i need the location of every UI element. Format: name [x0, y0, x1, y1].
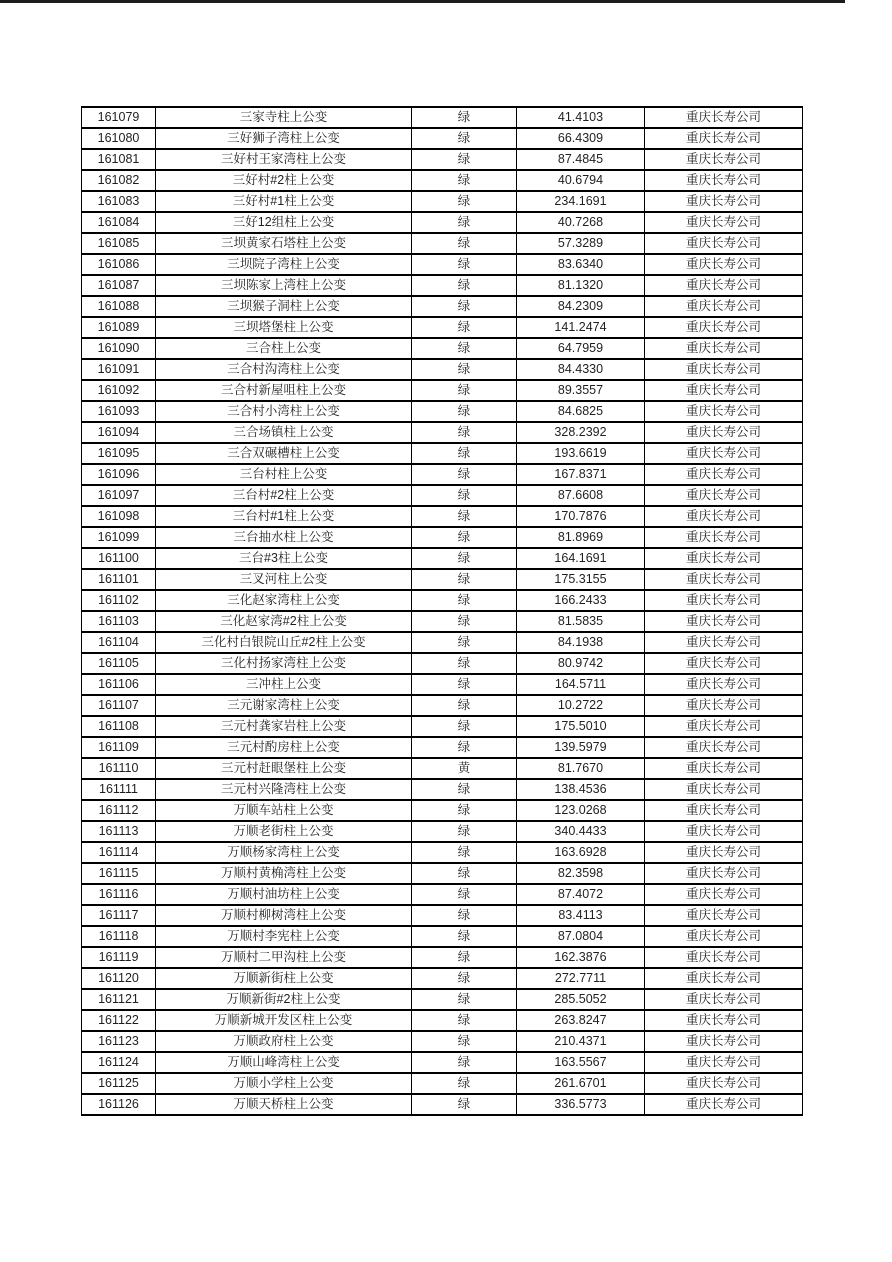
- cell-id: 161093: [82, 401, 156, 422]
- table-row: [82, 569, 803, 590]
- cell-name: 三好村#1柱上公变: [156, 191, 412, 212]
- cell-value: 234.1691: [517, 191, 645, 212]
- cell-value: 285.5052: [517, 989, 645, 1010]
- cell-id: 161097: [82, 485, 156, 506]
- cell-company: 重庆长寿公司: [645, 1010, 803, 1031]
- cell-name: 三台村#2柱上公变: [156, 485, 412, 506]
- cell-company: 重庆长寿公司: [645, 989, 803, 1010]
- cell-status: 绿: [412, 863, 517, 884]
- cell-value: 83.6340: [517, 254, 645, 275]
- cell-id: 161115: [82, 863, 156, 884]
- cell-company: 重庆长寿公司: [645, 737, 803, 758]
- cell-id: 161116: [82, 884, 156, 905]
- table-row: [82, 233, 803, 254]
- cell-name: 三合村新屋咀柱上公变: [156, 380, 412, 401]
- cell-id: 161089: [82, 317, 156, 338]
- cell-name: 三家寺柱上公变: [156, 107, 412, 128]
- cell-name: 三好村#2柱上公变: [156, 170, 412, 191]
- cell-status: 绿: [412, 590, 517, 611]
- cell-name: 三台村#1柱上公变: [156, 506, 412, 527]
- table-row: [82, 989, 803, 1010]
- cell-status: 绿: [412, 275, 517, 296]
- cell-value: 81.7670: [517, 758, 645, 779]
- cell-id: 161105: [82, 653, 156, 674]
- cell-id: 161088: [82, 296, 156, 317]
- cell-status: 黄: [412, 758, 517, 779]
- table-row: [82, 968, 803, 989]
- cell-name: 万顺村油坊柱上公变: [156, 884, 412, 905]
- table-row: [82, 800, 803, 821]
- cell-value: 193.6619: [517, 443, 645, 464]
- table-row: [82, 443, 803, 464]
- table-row: [82, 590, 803, 611]
- cell-name: 万顺村黄桷湾柱上公变: [156, 863, 412, 884]
- cell-status: 绿: [412, 905, 517, 926]
- cell-name: 三合村小湾柱上公变: [156, 401, 412, 422]
- table-row: [82, 485, 803, 506]
- cell-name: 三合场镇柱上公变: [156, 422, 412, 443]
- cell-company: 重庆长寿公司: [645, 863, 803, 884]
- cell-company: 重庆长寿公司: [645, 716, 803, 737]
- table-row: [82, 191, 803, 212]
- table-row: [82, 359, 803, 380]
- page-top-edge-line: [0, 0, 845, 3]
- cell-status: 绿: [412, 716, 517, 737]
- cell-status: 绿: [412, 317, 517, 338]
- cell-value: 87.4845: [517, 149, 645, 170]
- cell-company: 重庆长寿公司: [645, 170, 803, 191]
- cell-id: 161110: [82, 758, 156, 779]
- table-row: [82, 842, 803, 863]
- table-row: [82, 527, 803, 548]
- table-row: [82, 737, 803, 758]
- table-row: [82, 107, 803, 128]
- table-row: [82, 884, 803, 905]
- cell-value: 84.1938: [517, 632, 645, 653]
- cell-id: 161125: [82, 1073, 156, 1094]
- cell-name: 三台村柱上公变: [156, 464, 412, 485]
- cell-status: 绿: [412, 527, 517, 548]
- cell-value: 87.4072: [517, 884, 645, 905]
- cell-company: 重庆长寿公司: [645, 800, 803, 821]
- cell-status: 绿: [412, 1010, 517, 1031]
- cell-value: 84.4330: [517, 359, 645, 380]
- cell-value: 81.1320: [517, 275, 645, 296]
- cell-company: 重庆长寿公司: [645, 548, 803, 569]
- cell-id: 161106: [82, 674, 156, 695]
- cell-status: 绿: [412, 380, 517, 401]
- cell-value: 41.4103: [517, 107, 645, 128]
- cell-value: 210.4371: [517, 1031, 645, 1052]
- cell-value: 57.3289: [517, 233, 645, 254]
- cell-status: 绿: [412, 212, 517, 233]
- cell-id: 161111: [82, 779, 156, 800]
- cell-id: 161100: [82, 548, 156, 569]
- table-row: [82, 254, 803, 275]
- cell-name: 三叉河柱上公变: [156, 569, 412, 590]
- cell-value: 81.8969: [517, 527, 645, 548]
- cell-company: 重庆长寿公司: [645, 464, 803, 485]
- cell-status: 绿: [412, 170, 517, 191]
- cell-status: 绿: [412, 800, 517, 821]
- cell-id: 161104: [82, 632, 156, 653]
- cell-value: 80.9742: [517, 653, 645, 674]
- cell-value: 336.5773: [517, 1094, 645, 1115]
- cell-status: 绿: [412, 107, 517, 128]
- cell-company: 重庆长寿公司: [645, 422, 803, 443]
- cell-name: 三化赵家湾#2柱上公变: [156, 611, 412, 632]
- cell-value: 84.6825: [517, 401, 645, 422]
- cell-status: 绿: [412, 254, 517, 275]
- cell-id: 161126: [82, 1094, 156, 1115]
- cell-value: 163.5567: [517, 1052, 645, 1073]
- cell-id: 161080: [82, 128, 156, 149]
- cell-value: 164.1691: [517, 548, 645, 569]
- table-row: [82, 170, 803, 191]
- cell-company: 重庆长寿公司: [645, 947, 803, 968]
- cell-status: 绿: [412, 968, 517, 989]
- cell-value: 66.4309: [517, 128, 645, 149]
- cell-value: 84.2309: [517, 296, 645, 317]
- cell-id: 161084: [82, 212, 156, 233]
- cell-status: 绿: [412, 149, 517, 170]
- cell-status: 绿: [412, 1031, 517, 1052]
- table-row: [82, 758, 803, 779]
- cell-id: 161092: [82, 380, 156, 401]
- cell-company: 重庆长寿公司: [645, 254, 803, 275]
- cell-name: 三合柱上公变: [156, 338, 412, 359]
- cell-name: 三化村扬家湾柱上公变: [156, 653, 412, 674]
- table-row: [82, 149, 803, 170]
- cell-status: 绿: [412, 884, 517, 905]
- cell-value: 162.3876: [517, 947, 645, 968]
- cell-name: 万顺新城开发区柱上公变: [156, 1010, 412, 1031]
- table-row: [82, 1073, 803, 1094]
- cell-id: 161118: [82, 926, 156, 947]
- cell-company: 重庆长寿公司: [645, 380, 803, 401]
- cell-company: 重庆长寿公司: [645, 233, 803, 254]
- cell-company: 重庆长寿公司: [645, 779, 803, 800]
- cell-value: 328.2392: [517, 422, 645, 443]
- cell-id: 161083: [82, 191, 156, 212]
- cell-company: 重庆长寿公司: [645, 1031, 803, 1052]
- cell-company: 重庆长寿公司: [645, 1073, 803, 1094]
- cell-name: 万顺山峰湾柱上公变: [156, 1052, 412, 1073]
- cell-name: 三坝陈家上湾柱上公变: [156, 275, 412, 296]
- cell-value: 163.6928: [517, 842, 645, 863]
- cell-name: 万顺政府柱上公变: [156, 1031, 412, 1052]
- table-row: [82, 317, 803, 338]
- table-row: [82, 653, 803, 674]
- cell-company: 重庆长寿公司: [645, 338, 803, 359]
- cell-name: 万顺小学柱上公变: [156, 1073, 412, 1094]
- table-row: [82, 695, 803, 716]
- cell-id: 161107: [82, 695, 156, 716]
- cell-company: 重庆长寿公司: [645, 1094, 803, 1115]
- table-row: [82, 926, 803, 947]
- cell-name: 三元谢家湾柱上公变: [156, 695, 412, 716]
- cell-company: 重庆长寿公司: [645, 842, 803, 863]
- cell-company: 重庆长寿公司: [645, 212, 803, 233]
- cell-status: 绿: [412, 1052, 517, 1073]
- cell-name: 三好12组柱上公变: [156, 212, 412, 233]
- cell-company: 重庆长寿公司: [645, 401, 803, 422]
- cell-value: 175.5010: [517, 716, 645, 737]
- cell-company: 重庆长寿公司: [645, 821, 803, 842]
- cell-name: 三坝院子湾柱上公变: [156, 254, 412, 275]
- cell-name: 三好村王家湾柱上公变: [156, 149, 412, 170]
- table-row: [82, 1010, 803, 1031]
- cell-value: 141.2474: [517, 317, 645, 338]
- cell-name: 万顺车站柱上公变: [156, 800, 412, 821]
- table-body: [82, 107, 803, 1115]
- cell-name: 三元村兴隆湾柱上公变: [156, 779, 412, 800]
- cell-status: 绿: [412, 548, 517, 569]
- cell-name: 三元村赶眼堡柱上公变: [156, 758, 412, 779]
- cell-value: 263.8247: [517, 1010, 645, 1031]
- cell-company: 重庆长寿公司: [645, 485, 803, 506]
- cell-id: 161117: [82, 905, 156, 926]
- table-container: [81, 106, 803, 1116]
- table-row: [82, 212, 803, 233]
- cell-name: 万顺新街#2柱上公变: [156, 989, 412, 1010]
- cell-company: 重庆长寿公司: [645, 191, 803, 212]
- cell-value: 87.6608: [517, 485, 645, 506]
- cell-company: 重庆长寿公司: [645, 653, 803, 674]
- cell-id: 161096: [82, 464, 156, 485]
- cell-company: 重庆长寿公司: [645, 905, 803, 926]
- table-row: [82, 338, 803, 359]
- table-row: [82, 779, 803, 800]
- cell-id: 161090: [82, 338, 156, 359]
- cell-name: 三冲柱上公变: [156, 674, 412, 695]
- cell-value: 261.6701: [517, 1073, 645, 1094]
- cell-name: 万顺村二甲沟柱上公变: [156, 947, 412, 968]
- cell-name: 三坝猴子洞柱上公变: [156, 296, 412, 317]
- cell-value: 123.0268: [517, 800, 645, 821]
- cell-value: 64.7959: [517, 338, 645, 359]
- cell-id: 161121: [82, 989, 156, 1010]
- cell-value: 164.5711: [517, 674, 645, 695]
- table-row: [82, 947, 803, 968]
- cell-id: 161095: [82, 443, 156, 464]
- cell-company: 重庆长寿公司: [645, 296, 803, 317]
- table-row: [82, 128, 803, 149]
- cell-status: 绿: [412, 1073, 517, 1094]
- cell-status: 绿: [412, 947, 517, 968]
- cell-status: 绿: [412, 737, 517, 758]
- table-row: [82, 506, 803, 527]
- cell-id: 161079: [82, 107, 156, 128]
- cell-id: 161109: [82, 737, 156, 758]
- cell-company: 重庆长寿公司: [645, 674, 803, 695]
- cell-id: 161108: [82, 716, 156, 737]
- cell-value: 82.3598: [517, 863, 645, 884]
- table-row: [82, 296, 803, 317]
- cell-value: 10.2722: [517, 695, 645, 716]
- cell-status: 绿: [412, 611, 517, 632]
- cell-name: 三合村沟湾柱上公变: [156, 359, 412, 380]
- cell-company: 重庆长寿公司: [645, 611, 803, 632]
- cell-status: 绿: [412, 233, 517, 254]
- cell-status: 绿: [412, 128, 517, 149]
- cell-value: 83.4113: [517, 905, 645, 926]
- table-row: [82, 380, 803, 401]
- cell-company: 重庆长寿公司: [645, 968, 803, 989]
- cell-status: 绿: [412, 464, 517, 485]
- cell-name: 三合双碾槽柱上公变: [156, 443, 412, 464]
- cell-name: 三元村龚家岩柱上公变: [156, 716, 412, 737]
- cell-name: 万顺杨家湾柱上公变: [156, 842, 412, 863]
- cell-company: 重庆长寿公司: [645, 569, 803, 590]
- cell-name: 三化赵家湾柱上公变: [156, 590, 412, 611]
- cell-id: 161081: [82, 149, 156, 170]
- cell-company: 重庆长寿公司: [645, 695, 803, 716]
- cell-value: 272.7711: [517, 968, 645, 989]
- cell-company: 重庆长寿公司: [645, 443, 803, 464]
- cell-value: 87.0804: [517, 926, 645, 947]
- cell-status: 绿: [412, 989, 517, 1010]
- cell-status: 绿: [412, 401, 517, 422]
- cell-status: 绿: [412, 821, 517, 842]
- cell-value: 89.3557: [517, 380, 645, 401]
- table-row: [82, 611, 803, 632]
- table-row: [82, 821, 803, 842]
- table-row: [82, 548, 803, 569]
- cell-status: 绿: [412, 506, 517, 527]
- cell-value: 138.4536: [517, 779, 645, 800]
- cell-id: 161087: [82, 275, 156, 296]
- cell-company: 重庆长寿公司: [645, 506, 803, 527]
- cell-value: 40.7268: [517, 212, 645, 233]
- cell-status: 绿: [412, 485, 517, 506]
- table-row: [82, 275, 803, 296]
- cell-name: 三坝塔堡柱上公变: [156, 317, 412, 338]
- cell-status: 绿: [412, 779, 517, 800]
- cell-company: 重庆长寿公司: [645, 590, 803, 611]
- cell-company: 重庆长寿公司: [645, 926, 803, 947]
- table-row: [82, 632, 803, 653]
- cell-name: 万顺新街柱上公变: [156, 968, 412, 989]
- cell-value: 175.3155: [517, 569, 645, 590]
- cell-company: 重庆长寿公司: [645, 1052, 803, 1073]
- cell-name: 万顺天桥柱上公变: [156, 1094, 412, 1115]
- cell-value: 166.2433: [517, 590, 645, 611]
- cell-status: 绿: [412, 842, 517, 863]
- cell-value: 340.4433: [517, 821, 645, 842]
- cell-company: 重庆长寿公司: [645, 128, 803, 149]
- cell-status: 绿: [412, 296, 517, 317]
- cell-id: 161124: [82, 1052, 156, 1073]
- cell-status: 绿: [412, 443, 517, 464]
- cell-name: 三元村酌房柱上公变: [156, 737, 412, 758]
- cell-company: 重庆长寿公司: [645, 107, 803, 128]
- cell-name: 万顺村李宪柱上公变: [156, 926, 412, 947]
- cell-id: 161082: [82, 170, 156, 191]
- table-row: [82, 401, 803, 422]
- cell-id: 161103: [82, 611, 156, 632]
- cell-company: 重庆长寿公司: [645, 527, 803, 548]
- cell-id: 161101: [82, 569, 156, 590]
- table-row: [82, 905, 803, 926]
- cell-id: 161120: [82, 968, 156, 989]
- cell-id: 161086: [82, 254, 156, 275]
- cell-name: 三好狮子湾柱上公变: [156, 128, 412, 149]
- cell-company: 重庆长寿公司: [645, 275, 803, 296]
- cell-status: 绿: [412, 695, 517, 716]
- cell-name: 三台#3柱上公变: [156, 548, 412, 569]
- cell-value: 139.5979: [517, 737, 645, 758]
- cell-status: 绿: [412, 1094, 517, 1115]
- cell-name: 三坝黄家石塔柱上公变: [156, 233, 412, 254]
- cell-company: 重庆长寿公司: [645, 758, 803, 779]
- cell-id: 161123: [82, 1031, 156, 1052]
- cell-status: 绿: [412, 569, 517, 590]
- cell-name: 三台抽水柱上公变: [156, 527, 412, 548]
- cell-status: 绿: [412, 653, 517, 674]
- table-row: [82, 1052, 803, 1073]
- cell-company: 重庆长寿公司: [645, 359, 803, 380]
- cell-company: 重庆长寿公司: [645, 149, 803, 170]
- table-row: [82, 716, 803, 737]
- cell-company: 重庆长寿公司: [645, 884, 803, 905]
- table-row: [82, 674, 803, 695]
- cell-status: 绿: [412, 359, 517, 380]
- table-row: [82, 464, 803, 485]
- cell-value: 40.6794: [517, 170, 645, 191]
- cell-id: 161114: [82, 842, 156, 863]
- cell-id: 161085: [82, 233, 156, 254]
- table-row: [82, 422, 803, 443]
- cell-id: 161091: [82, 359, 156, 380]
- cell-status: 绿: [412, 338, 517, 359]
- cell-status: 绿: [412, 191, 517, 212]
- cell-id: 161099: [82, 527, 156, 548]
- cell-name: 万顺老街柱上公变: [156, 821, 412, 842]
- cell-name: 三化村白银院山丘#2柱上公变: [156, 632, 412, 653]
- cell-id: 161122: [82, 1010, 156, 1031]
- cell-value: 81.5835: [517, 611, 645, 632]
- cell-company: 重庆长寿公司: [645, 317, 803, 338]
- table-row: [82, 1031, 803, 1052]
- cell-id: 161113: [82, 821, 156, 842]
- cell-value: 170.7876: [517, 506, 645, 527]
- transformer-data-table: [81, 106, 803, 1116]
- table-row: [82, 863, 803, 884]
- cell-id: 161102: [82, 590, 156, 611]
- cell-company: 重庆长寿公司: [645, 632, 803, 653]
- cell-value: 167.8371: [517, 464, 645, 485]
- cell-id: 161094: [82, 422, 156, 443]
- cell-id: 161098: [82, 506, 156, 527]
- cell-status: 绿: [412, 926, 517, 947]
- cell-status: 绿: [412, 422, 517, 443]
- cell-status: 绿: [412, 632, 517, 653]
- table-row: [82, 1094, 803, 1115]
- cell-status: 绿: [412, 674, 517, 695]
- cell-id: 161119: [82, 947, 156, 968]
- cell-name: 万顺村柳树湾柱上公变: [156, 905, 412, 926]
- cell-id: 161112: [82, 800, 156, 821]
